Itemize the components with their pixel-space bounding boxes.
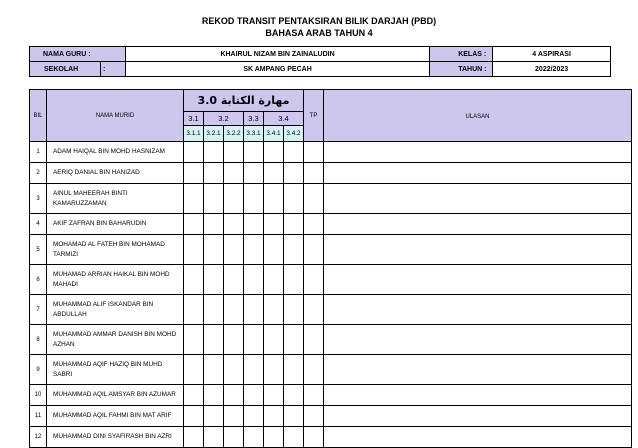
ulasan-cell[interactable] <box>324 235 632 265</box>
ulasan-cell[interactable] <box>324 214 632 235</box>
table-row <box>30 295 632 325</box>
score-cell[interactable] <box>184 406 204 427</box>
table-row <box>30 406 632 427</box>
table-row <box>30 385 632 406</box>
score-cell[interactable] <box>264 235 284 265</box>
tp-cell[interactable] <box>304 163 324 184</box>
skill-3-3: 3.3 <box>244 112 264 126</box>
row-number: 3 <box>30 184 47 214</box>
score-cell[interactable] <box>284 325 304 355</box>
student-name: MUHAMMAD AMMAR DANISH BIN MOHD AZHAN <box>47 325 184 355</box>
ulasan-cell[interactable] <box>324 163 632 184</box>
skill-3-4: 3.4 <box>264 112 304 126</box>
score-cell[interactable] <box>284 385 304 406</box>
row-number: 7 <box>30 295 47 325</box>
score-cell[interactable] <box>284 142 304 163</box>
ulasan-cell[interactable] <box>324 427 632 448</box>
student-name: MUHAMMAD ALIF ISKANDAR BIN ABDULLAH <box>47 295 184 325</box>
tp-cell[interactable] <box>304 295 324 325</box>
score-cell[interactable] <box>264 295 284 325</box>
score-cell[interactable] <box>244 235 264 265</box>
subskill-3-3-1: 3.3.1 <box>244 126 264 142</box>
score-cell[interactable] <box>224 142 244 163</box>
score-cell[interactable] <box>244 142 264 163</box>
score-cell[interactable] <box>264 214 284 235</box>
score-cell[interactable] <box>264 184 284 214</box>
ulasan-cell[interactable] <box>324 184 632 214</box>
score-cell[interactable] <box>204 385 224 406</box>
score-cell[interactable] <box>224 265 244 295</box>
tp-cell[interactable] <box>304 325 324 355</box>
student-name: MUHAMAD ARRIAN HAIKAL BIN MOHD MAHADI <box>47 265 184 295</box>
student-name: MUHAMMAD AQIL AMSYAR BIN AZUMAR <box>47 385 184 406</box>
report-subtitle: BAHASA ARAB TAHUN 4 <box>265 28 373 38</box>
score-cell[interactable] <box>184 427 204 448</box>
score-cell[interactable] <box>264 142 284 163</box>
score-cell[interactable] <box>224 295 244 325</box>
tp-cell[interactable] <box>304 214 324 235</box>
info-table <box>29 46 611 77</box>
ulasan-cell[interactable] <box>324 265 632 295</box>
student-name: AERIQ DANIAL BIN HANIZAD <box>47 163 184 184</box>
tp-cell[interactable] <box>304 184 324 214</box>
tp-cell[interactable] <box>304 235 324 265</box>
ulasan-cell[interactable] <box>324 355 632 385</box>
table-row <box>30 163 632 184</box>
score-cell[interactable] <box>224 184 244 214</box>
score-cell[interactable] <box>284 163 304 184</box>
student-name: MUHAMMAD AQIF HAZIQ BIN MUHD SABRI <box>47 355 184 385</box>
score-cell[interactable] <box>244 184 264 214</box>
row-number: 10 <box>30 385 47 406</box>
score-cell[interactable] <box>204 184 224 214</box>
subskill-3-1-1: 3.1.1 <box>184 126 204 142</box>
score-cell[interactable] <box>204 406 224 427</box>
score-cell[interactable] <box>284 295 304 325</box>
table-row <box>30 427 632 448</box>
year-label: TAHUN : <box>430 62 493 77</box>
assessment-table <box>29 89 632 448</box>
score-cell[interactable] <box>224 385 244 406</box>
score-cell[interactable] <box>264 325 284 355</box>
score-cell[interactable] <box>284 214 304 235</box>
table-row <box>30 355 632 385</box>
score-cell[interactable] <box>284 355 304 385</box>
score-cell[interactable] <box>244 325 264 355</box>
score-cell[interactable] <box>224 325 244 355</box>
class-label: KELAS : <box>430 47 493 62</box>
school-colon: : <box>100 62 125 77</box>
table-row <box>30 214 632 235</box>
score-cell[interactable] <box>244 406 264 427</box>
skill-3-1: 3.1 <box>184 112 204 126</box>
year-value: 2022/2023 <box>493 62 611 77</box>
student-name: MUHAMMAD AQIL FAHMI BIN MAT ARIF <box>47 406 184 427</box>
score-cell[interactable] <box>264 355 284 385</box>
subskill-3-2-2: 3.2.2 <box>224 126 244 142</box>
score-cell[interactable] <box>204 355 224 385</box>
score-cell[interactable] <box>244 427 264 448</box>
score-cell[interactable] <box>284 235 304 265</box>
subskill-3-4-1: 3.4.1 <box>264 126 284 142</box>
score-cell[interactable] <box>184 184 204 214</box>
tp-cell[interactable] <box>304 355 324 385</box>
tp-cell[interactable] <box>304 385 324 406</box>
score-cell[interactable] <box>204 295 224 325</box>
tp-header: TP <box>304 90 324 142</box>
name-header: NAMA MURID <box>47 90 184 142</box>
score-cell[interactable] <box>284 184 304 214</box>
score-cell[interactable] <box>244 295 264 325</box>
score-cell[interactable] <box>184 355 204 385</box>
row-number: 8 <box>30 325 47 355</box>
score-cell[interactable] <box>184 163 204 184</box>
score-cell[interactable] <box>184 142 204 163</box>
score-cell[interactable] <box>224 406 244 427</box>
tp-cell[interactable] <box>304 142 324 163</box>
score-cell[interactable] <box>264 385 284 406</box>
ulasan-cell[interactable] <box>324 295 632 325</box>
report-title: REKOD TRANSIT PENTAKSIRAN BILIK DARJAH (PBD) <box>201 16 437 26</box>
student-name: ADAM HAIQAL BIN MOHD HASNIZAM <box>47 142 184 163</box>
score-cell[interactable] <box>244 265 264 295</box>
tp-cell[interactable] <box>304 427 324 448</box>
score-cell[interactable] <box>184 235 204 265</box>
score-cell[interactable] <box>284 406 304 427</box>
table-row <box>30 265 632 295</box>
table-row <box>30 235 632 265</box>
class-value: 4 ASPIRASI <box>493 47 611 62</box>
row-number: 9 <box>30 355 47 385</box>
ulasan-cell[interactable] <box>324 406 632 427</box>
score-cell[interactable] <box>264 163 284 184</box>
score-cell[interactable] <box>224 235 244 265</box>
student-name: AKIF ZAFRAN BIN BAHARUDIN <box>47 214 184 235</box>
student-name: AINUL MAHEERAH BINTI KAMARUZZAMAN <box>47 184 184 214</box>
subskill-3-4-2: 3.4.2 <box>284 126 304 142</box>
row-number: 4 <box>30 214 47 235</box>
score-cell[interactable] <box>284 427 304 448</box>
score-cell[interactable] <box>244 385 264 406</box>
score-cell[interactable] <box>224 355 244 385</box>
score-cell[interactable] <box>184 265 204 295</box>
score-cell[interactable] <box>204 427 224 448</box>
school-label: SEKOLAH <box>30 62 101 77</box>
ulasan-cell[interactable] <box>324 142 632 163</box>
tp-cell[interactable] <box>304 406 324 427</box>
ulasan-cell[interactable] <box>324 325 632 355</box>
row-number: 6 <box>30 265 47 295</box>
tp-cell[interactable] <box>304 265 324 295</box>
teacher-value: KHAIRUL NIZAM BIN ZAINALUDIN <box>125 47 429 62</box>
row-number: 12 <box>30 427 47 448</box>
score-cell[interactable] <box>264 427 284 448</box>
score-cell[interactable] <box>204 235 224 265</box>
row-number: 1 <box>30 142 47 163</box>
score-cell[interactable] <box>184 325 204 355</box>
ulasan-cell[interactable] <box>324 385 632 406</box>
score-cell[interactable] <box>204 214 224 235</box>
score-cell[interactable] <box>264 406 284 427</box>
student-rows <box>30 142 632 448</box>
student-name: MOHAMAD AL FATEH BIN MOHAMAD TARMIZI <box>47 235 184 265</box>
score-cell[interactable] <box>224 163 244 184</box>
table-row <box>30 142 632 163</box>
score-cell[interactable] <box>244 163 264 184</box>
skill-title: مهارة الكتابة 3.0 <box>184 90 304 112</box>
table-row <box>30 325 632 355</box>
score-cell[interactable] <box>184 214 204 235</box>
row-number: 11 <box>30 406 47 427</box>
score-cell[interactable] <box>184 385 204 406</box>
score-cell[interactable] <box>224 427 244 448</box>
score-cell[interactable] <box>284 265 304 295</box>
row-number: 5 <box>30 235 47 265</box>
score-cell[interactable] <box>204 142 224 163</box>
score-cell[interactable] <box>244 355 264 385</box>
ulasan-header: ULASAN <box>324 90 632 142</box>
score-cell[interactable] <box>204 163 224 184</box>
score-cell[interactable] <box>204 265 224 295</box>
bil-header: BIL <box>30 90 47 142</box>
score-cell[interactable] <box>204 325 224 355</box>
score-cell[interactable] <box>224 214 244 235</box>
row-number: 2 <box>30 163 47 184</box>
skill-3-2: 3.2 <box>204 112 244 126</box>
score-cell[interactable] <box>184 295 204 325</box>
score-cell[interactable] <box>264 265 284 295</box>
score-cell[interactable] <box>244 214 264 235</box>
student-name: MUHAMMAD DINI SYAFIRASH BIN AZRI <box>47 427 184 448</box>
school-value: SK AMPANG PECAH <box>125 62 429 77</box>
table-row <box>30 184 632 214</box>
teacher-label: NAMA GURU : <box>30 47 126 62</box>
subskill-3-2-1: 3.2.1 <box>204 126 224 142</box>
